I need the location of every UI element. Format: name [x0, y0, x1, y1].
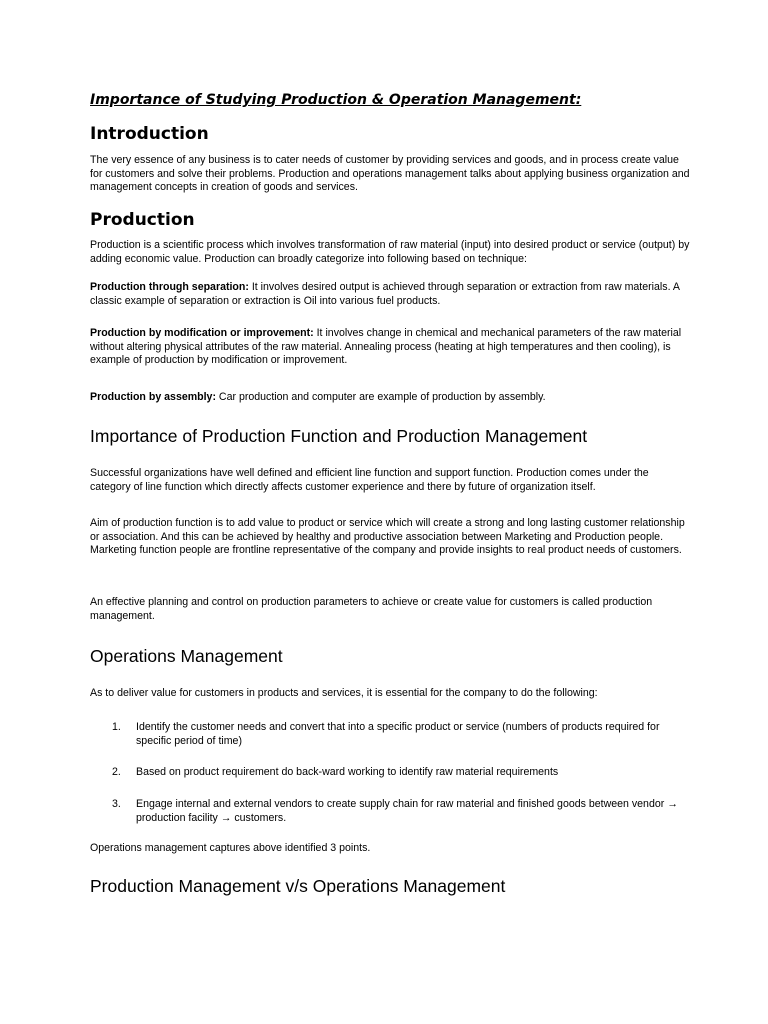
heading-production: Production	[90, 210, 195, 230]
production-separation-paragraph	[90, 281, 690, 308]
modification-text: It involves change in chemical and mechanical parameters of the raw material without altering physical attributes of the raw material. Annealing process (heating at high temperatures and then cooling), is example of production by modification or improvement.	[90, 327, 682, 367]
heading-comparison: Production Management v/s Operations Management	[90, 876, 506, 896]
list-item-text: Identify the customer needs and convert that into a specific product or service (numbers of products required for specific period of time)	[136, 721, 660, 747]
heading-introduction: Introduction	[90, 124, 209, 144]
modification-label: Production by modification or improvement:	[90, 327, 314, 339]
intro-paragraph: The very essence of any business is to cater needs of customer by providing services and goods, and in process create value for customers and solve their problems. Production and operations management talks about applying business organization and management concepts in creation of goods and services.	[90, 154, 690, 194]
heading-importance: Importance of Production Function and Production Management	[90, 426, 588, 446]
production-assembly-paragraph	[90, 391, 690, 405]
operations-intro: As to deliver value for customers in products and services, it is essential for the company to do the following:	[90, 687, 598, 699]
importance-paragraph-3: An effective planning and control on production parameters to achieve or create value for customers is called production management.	[90, 596, 653, 622]
separation-label: Production through separation:	[90, 281, 249, 293]
production-modification-paragraph	[90, 327, 690, 368]
importance-paragraph-1: Successful organizations have well defined and efficient line function and support function. Production comes under the category of line function which directly affects customer experience and there by future of organization itself.	[90, 467, 649, 493]
operations-summary: Operations management captures above identified 3 points.	[90, 842, 371, 854]
separation-text: It involves desired output is achieved through separation or extraction from raw materials. A classic example of separation or extraction is Oil into various fuel products.	[90, 281, 680, 307]
list-item-text: Engage internal and external vendors to create supply chain for raw material and finished goods between vendor → production facility → customers.	[136, 798, 678, 824]
heading-operations: Operations Management	[90, 646, 283, 666]
assembly-text: Car production and computer are example of production by assembly.	[215, 391, 546, 403]
importance-paragraph-2: Aim of production function is to add value to product or service which will create a strong and long lasting customer relationship or association. And this can be achieved by healthy and productive association between Marketing and Production people. Marketing function people are frontline representative of the company and provide insights to real product needs of customers.	[90, 517, 685, 557]
document-title: Importance of Studying Production & Operation Management:	[90, 92, 582, 108]
list-item-number: 1.	[112, 721, 121, 733]
list-item-number: 2.	[112, 766, 121, 778]
production-paragraph: Production is a scientific process which involves transformation of raw material (input) into desired product or service (output) by adding economic value. Production can broadly categorize into following based on technique:	[90, 239, 690, 265]
assembly-label: Production by assembly:	[90, 391, 216, 403]
list-item-text: Based on product requirement do back-ward working to identify raw material requirements	[136, 766, 559, 778]
list-item-number: 3.	[112, 798, 121, 810]
